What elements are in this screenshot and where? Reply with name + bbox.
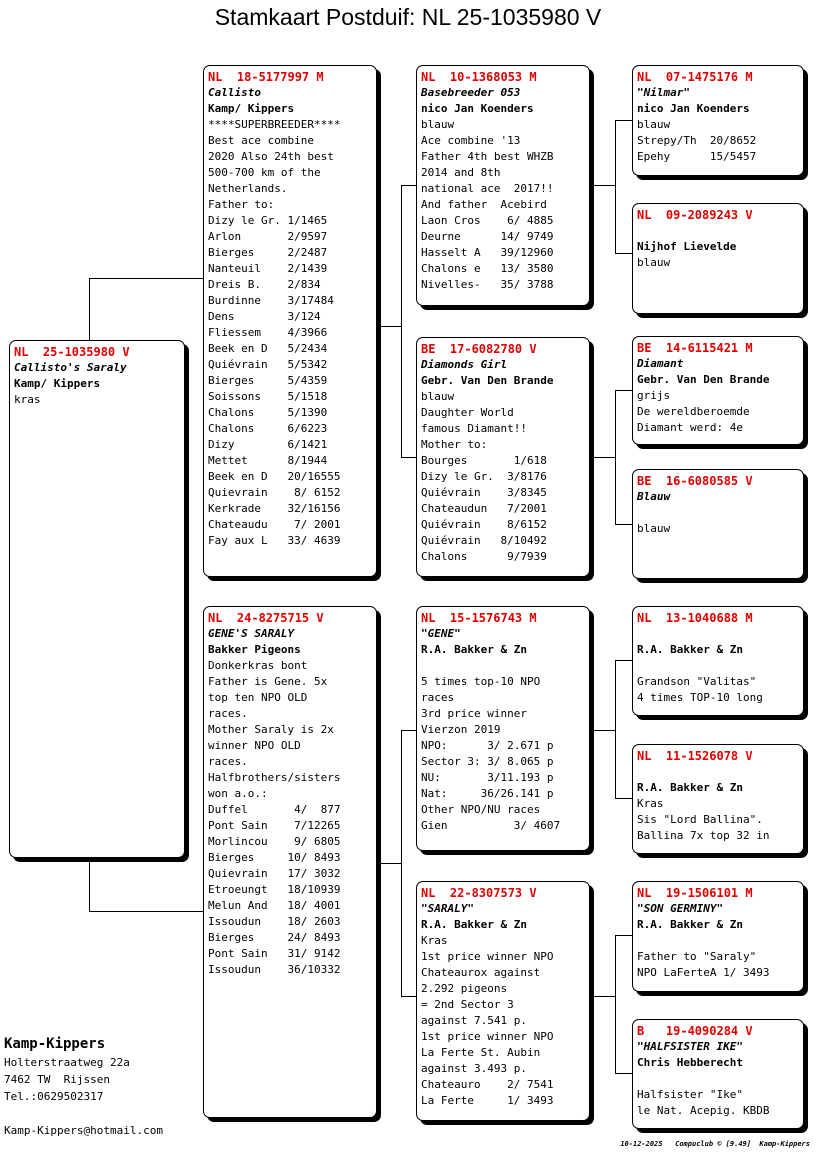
pedigree-line: Netherlands.	[208, 182, 288, 195]
breeder-name: R.A. Bakker & Zn	[421, 918, 527, 931]
pedigree-line: ****SUPERBREEDER****	[208, 118, 341, 131]
pedigree-line: Halfsister "Ike"	[637, 1088, 743, 1101]
connector	[89, 911, 204, 912]
pigeon-name: "GENE"	[421, 627, 461, 640]
pedigree-line: blauw	[637, 522, 671, 535]
pedigree-line: Sector 3: 3/ 8.065 p	[421, 755, 554, 768]
pedigree-line: Issoudun 18/ 2603	[208, 915, 341, 928]
pedigree-line: Chalons 9/7939	[421, 550, 547, 563]
pedigree-line: Kras	[637, 797, 664, 810]
pedigree-line: Issoudun 36/10332	[208, 963, 341, 976]
pedigree-line: Sis "Lord Ballina".	[637, 813, 763, 826]
pedigree-line: La Ferte St. Aubin	[421, 1046, 541, 1059]
pedigree-line: 1st price winner NPO	[421, 950, 554, 963]
pedigree-line: Chalons 6/6223	[208, 422, 328, 435]
connector	[89, 858, 90, 912]
pedigree-line: Bourges 1/618	[421, 454, 547, 467]
connector	[380, 326, 401, 327]
pedigree-line: races	[421, 691, 455, 704]
pedigree-line: Gien 3/ 4607	[421, 819, 561, 832]
ring-number: NL 19-1506101 M	[637, 886, 753, 900]
connector	[89, 278, 204, 279]
ring-number: NL 13-1040688 M	[637, 611, 753, 625]
pedigree-line: = 2nd Sector 3	[421, 998, 514, 1011]
pedigree-line: Quiévrain 5/5342	[208, 358, 328, 371]
pedigree-line: Diamant werd: 4e	[637, 421, 743, 434]
pedigree-line: Donkerkras bont	[208, 659, 308, 672]
breeder-name: Bakker Pigeons	[208, 643, 301, 656]
pedigree-line: Ballina 7x top 32 in	[637, 829, 770, 842]
pedigree-line: De wereldberoemde	[637, 405, 750, 418]
connector	[615, 390, 616, 524]
pigeon-card-mother[interactable]	[203, 606, 377, 1118]
pedigree-line: Fliessem 4/3966	[208, 326, 328, 339]
connector	[593, 457, 615, 458]
pigeon-card-fmf[interactable]	[632, 336, 804, 445]
owner-address: Holterstraatweg 22a	[4, 1056, 130, 1069]
pigeon-name: Basebreeder 053	[421, 86, 521, 99]
pedigree-line: Pont Sain 31/ 9142	[208, 947, 341, 960]
pigeon-card-fm[interactable]	[416, 337, 590, 577]
pedigree-line: Kras	[421, 934, 448, 947]
pigeon-name: "SARALY"	[421, 902, 474, 915]
pedigree-line: Bierges 10/ 8493	[208, 851, 341, 864]
pedigree-line: Other NPO/NU races	[421, 803, 541, 816]
connector	[593, 730, 615, 731]
breeder-name	[637, 505, 799, 521]
pedigree-line: national ace 2017!!	[421, 182, 554, 195]
breeder-name: R.A. Bakker & Zn	[637, 918, 743, 931]
pigeon-name: Diamonds Girl	[421, 358, 508, 371]
pedigree-line	[637, 1071, 799, 1087]
pedigree-line: And father Acebird	[421, 198, 547, 211]
pedigree-line: Grandson "Valitas"	[637, 675, 757, 688]
pigeon-card-fff[interactable]	[632, 65, 804, 176]
pedigree-line: Dizy le Gr. 1/1465	[208, 214, 328, 227]
pedigree-line: blauw	[421, 118, 455, 131]
connector	[615, 120, 633, 121]
pedigree-line: against 7.541 p.	[421, 1014, 527, 1027]
connector	[615, 1073, 633, 1074]
pedigree-line: Fay aux L 33/ 4639	[208, 534, 341, 547]
pedigree-line: Strepy/Th 20/8652	[637, 134, 757, 147]
breeder-name: Gebr. Van Den Brande	[421, 374, 554, 387]
pedigree-line	[637, 658, 799, 674]
pedigree-line: blauw	[421, 390, 455, 403]
pedigree-line: famous Diamant!!	[421, 422, 527, 435]
pedigree-line: won a.o.:	[208, 787, 268, 800]
pedigree-line: Laon Cros 6/ 4885	[421, 214, 554, 227]
pedigree-line: Dens 3/124	[208, 310, 321, 323]
pedigree-line: Chateauro 2/ 7541	[421, 1078, 554, 1091]
pedigree-line: Nanteuil 2/1439	[208, 262, 328, 275]
pedigree-line: Chateaudu 7/ 2001	[208, 518, 341, 531]
pedigree-line: Quievrain 17/ 3032	[208, 867, 341, 880]
owner-phone: Tel.:0629502317	[4, 1090, 104, 1103]
pedigree-line: Dizy 6/1421	[208, 438, 328, 451]
pedigree-line: 2014 and 8th	[421, 166, 501, 179]
pedigree-line: Chalons 5/1390	[208, 406, 328, 419]
pedigree-line: Soissons 5/1518	[208, 390, 328, 403]
connector	[615, 660, 616, 798]
pedigree-line: Quiévrain 3/8345	[421, 486, 547, 499]
pigeon-card-father[interactable]	[203, 65, 377, 577]
pedigree-line: Chalons e 13/ 3580	[421, 262, 554, 275]
pedigree-line: Morlincou 9/ 6805	[208, 835, 341, 848]
footer-credit: 10-12-2025 Compuclub © [9.49] Kamp-Kippers	[620, 1140, 810, 1148]
ring-number: NL 09-2089243 V	[637, 208, 753, 222]
pedigree-line: Bierges 24/ 8493	[208, 931, 341, 944]
pigeon-name	[637, 764, 799, 780]
pedigree-line: Dizy le Gr. 3/8176	[421, 470, 547, 483]
pigeon-card-mfm[interactable]	[632, 744, 804, 854]
pigeon-card-fmm[interactable]	[632, 469, 804, 579]
pedigree-line: Quiévrain 8/6152	[421, 518, 547, 531]
pigeon-name	[637, 223, 799, 239]
breeder-name: nico Jan Koenders	[421, 102, 534, 115]
pedigree-line: Arlon 2/9597	[208, 230, 328, 243]
ring-number: NL 24-8275715 V	[208, 611, 324, 625]
pedigree-line: Father is Gene. 5x	[208, 675, 328, 688]
pedigree-line: Quievrain 8/ 6152	[208, 486, 341, 499]
breeder-name: Kamp/ Kippers	[208, 102, 295, 115]
pedigree-line: 4 times TOP-10 long	[637, 691, 763, 704]
connector	[615, 935, 633, 936]
pedigree-line: le Nat. Acepig. KBDB	[637, 1104, 770, 1117]
breeder-name: Nijhof Lievelde	[637, 240, 737, 253]
pigeon-card-ff[interactable]	[416, 65, 590, 306]
pedigree-line: blauw	[637, 256, 671, 269]
owner-email[interactable]: Kamp-Kippers@hotmail.com	[4, 1124, 163, 1137]
connector	[593, 185, 615, 186]
connector	[615, 660, 633, 661]
pigeon-name: Callisto	[208, 86, 261, 99]
connector	[380, 863, 401, 864]
ring-number: NL 11-1526078 V	[637, 749, 753, 763]
connector	[401, 185, 402, 457]
owner-name: Kamp-Kippers	[4, 1036, 106, 1052]
pigeon-name: Blauw	[637, 490, 671, 503]
connector	[615, 390, 633, 391]
pedigree-line: Beek en D 5/2434	[208, 342, 328, 355]
pedigree-line: NPO: 3/ 2.671 p	[421, 739, 554, 752]
pedigree-line: Duffel 4/ 877	[208, 803, 341, 816]
pedigree-line: Beek en D 20/16555	[208, 470, 341, 483]
breeder-name: R.A. Bakker & Zn	[637, 781, 743, 794]
connector	[89, 278, 90, 340]
pedigree-line: La Ferte 1/ 3493	[421, 1094, 554, 1107]
pedigree-line: 2020 Also 24th best	[208, 150, 334, 163]
ring-number: BE 14-6115421 M	[637, 341, 753, 355]
pigeon-card-mmm[interactable]	[632, 1019, 804, 1129]
pedigree-line: Best ace combine	[208, 134, 314, 147]
pedigree-line: Chateaudun 7/2001	[421, 502, 547, 515]
ring-number: BE 17-6082780 V	[421, 342, 537, 356]
pedigree-line: Father 4th best WHZB	[421, 150, 554, 163]
pigeon-name: Callisto's Saraly	[14, 361, 127, 374]
pedigree-line: Etroeungt 18/10939	[208, 883, 341, 896]
connector	[615, 253, 633, 254]
pedigree-line: races.	[208, 755, 248, 768]
pigeon-name: GENE'S SARALY	[208, 627, 295, 640]
connector	[615, 798, 633, 799]
pedigree-line: 500-700 km of the	[208, 166, 321, 179]
pedigree-line: Quiévrain 8/10492	[421, 534, 547, 547]
pedigree-line: 1st price winner NPO	[421, 1030, 554, 1043]
pedigree-line: NU: 3/11.193 p	[421, 771, 554, 784]
pedigree-line: Ace combine '13	[421, 134, 521, 147]
connector	[401, 457, 417, 458]
pedigree-line: Hasselt A 39/12960	[421, 246, 554, 259]
pigeon-name: "HALFSISTER IKE"	[637, 1040, 743, 1053]
pigeon-card-mm[interactable]	[416, 881, 590, 1121]
connector	[401, 730, 402, 996]
pedigree-line: 2.292 pigeons	[421, 982, 508, 995]
pedigree-line: Bierges 2/2487	[208, 246, 328, 259]
pedigree-line: Burdinne 3/17484	[208, 294, 334, 307]
pigeon-name: Diamant	[637, 357, 684, 370]
owner-city: 7462 TW Rijssen	[4, 1073, 110, 1086]
pedigree-line: Father to "Saraly"	[637, 950, 757, 963]
pigeon-name: "Nilmar"	[637, 86, 690, 99]
breeder-name: Chris Hebberecht	[637, 1056, 743, 1069]
pedigree-line: 5 times top-10 NPO	[421, 675, 541, 688]
connector	[401, 996, 417, 997]
pedigree-line: Chateaurox against	[421, 966, 541, 979]
pedigree-line: Vierzon 2019	[421, 723, 501, 736]
pedigree-line: top ten NPO OLD	[208, 691, 308, 704]
pedigree-line: Mettet 8/1944	[208, 454, 328, 467]
connector	[401, 185, 417, 186]
pedigree-line: Melun And 18/ 4001	[208, 899, 341, 912]
pigeon-card-subject[interactable]	[9, 340, 185, 858]
pedigree-line: 3rd price winner	[421, 707, 527, 720]
pedigree-line: Bierges 5/4359	[208, 374, 328, 387]
ring-number: NL 07-1475176 M	[637, 70, 753, 84]
pedigree-line: Epehy 15/5457	[637, 150, 757, 163]
pedigree-line: against 3.493 p.	[421, 1062, 527, 1075]
pedigree-line: races.	[208, 707, 248, 720]
connector	[401, 730, 417, 731]
pedigree-line: Deurne 14/ 9749	[421, 230, 554, 243]
ring-number: BE 16-6080585 V	[637, 474, 753, 488]
breeder-name: R.A. Bakker & Zn	[421, 643, 527, 656]
pedigree-line: Father to:	[208, 198, 275, 211]
pigeon-card-ffm[interactable]	[632, 203, 804, 314]
ring-number: NL 15-1576743 M	[421, 611, 537, 625]
breeder-name: Kamp/ Kippers	[14, 377, 101, 390]
pedigree-line	[637, 933, 799, 949]
pigeon-name: "SON GERMINY"	[637, 902, 724, 915]
ring-number: NL 18-5177997 M	[208, 70, 324, 84]
pedigree-line: kras	[14, 393, 41, 406]
pigeon-card-mmf[interactable]	[632, 881, 804, 992]
breeder-name: R.A. Bakker & Zn	[637, 643, 743, 656]
ring-number: NL 25-1035980 V	[14, 345, 130, 359]
ring-number: NL 22-8307573 V	[421, 886, 537, 900]
pedigree-line: Kerkrade 32/16156	[208, 502, 341, 515]
connector	[615, 524, 633, 525]
pedigree-line: Dreis B. 2/834	[208, 278, 321, 291]
connector	[593, 996, 615, 997]
pigeon-card-mf[interactable]	[416, 606, 590, 851]
page-title: Stamkaart Postduif: NL 25-1035980 V	[214, 4, 602, 30]
breeder-name: Gebr. Van Den Brande	[637, 373, 770, 386]
pedigree-line: Nivelles- 35/ 3788	[421, 278, 554, 291]
pedigree-line: Mother to:	[421, 438, 488, 451]
owner-block	[4, 1034, 130, 1105]
pedigree-line: Nat: 36/26.141 p	[421, 787, 554, 800]
pedigree-line: Mother Saraly is 2x	[208, 723, 334, 736]
pedigree-line: blauw	[637, 118, 671, 131]
connector	[615, 120, 616, 253]
connector	[615, 935, 616, 1073]
ring-number: NL 10-1368053 M	[421, 70, 537, 84]
pedigree-line	[421, 658, 585, 674]
pedigree-line: winner NPO OLD	[208, 739, 301, 752]
pigeon-name	[637, 626, 799, 642]
pedigree-line: grijs	[637, 389, 671, 402]
pedigree-line: Pont Sain 7/12265	[208, 819, 341, 832]
pigeon-card-mff[interactable]	[632, 606, 804, 716]
pedigree-line: Daughter World	[421, 406, 514, 419]
ring-number: B 19-4090284 V	[637, 1024, 753, 1038]
pedigree-line: NPO LaFerteA 1/ 3493	[637, 966, 770, 979]
breeder-name: nico Jan Koenders	[637, 102, 750, 115]
pedigree-line: Halfbrothers/sisters	[208, 771, 341, 784]
